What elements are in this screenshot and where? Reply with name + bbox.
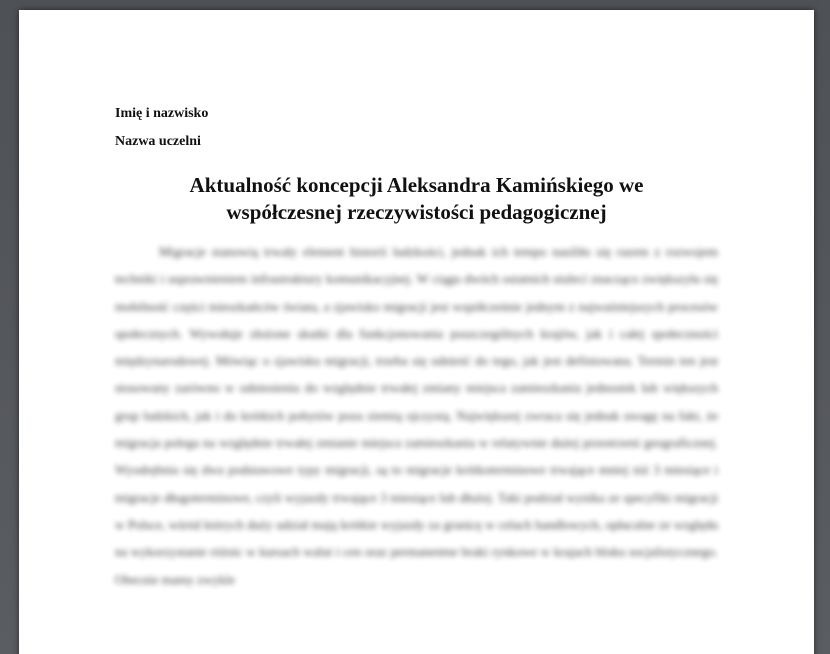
document-title xyxy=(79,172,754,226)
document-page xyxy=(19,10,814,654)
title-line-2: współczesnej rzeczywistości pedagogicznej xyxy=(226,200,607,224)
author-name: Imię i nazwisko xyxy=(115,106,209,121)
university-name: Nazwa uczelni xyxy=(115,134,201,149)
title-line-1: Aktualność koncepcji Aleksandra Kamińskiego we xyxy=(189,173,644,197)
body-paragraph: Migracje stanowią trwały element historii ludzkości, jednak ich tempo nasiliło się razem z rozwojem techniki i usprawnieniem infrastruktury komunikacyjnej. W ciągu dwóch ostatnich stuleci znacząco zwiększyła się mobilność części mieszkańców świata, a zjawisko migracji jest współcześnie jednym z najważniejszych procesów społecznych. Wywołuje złożone skutki dla funkcjonowania poszczególnych krajów, jak i całej społeczności międzynarodowej. Mówiąc o zjawisku migracji, trzeba się odnieść do tego, jak jest definiowana. Termin ten jest stosowany zarówno w odniesieniu do względnie trwałej zmiany miejsca zamieszkania jednostek lub większych grup ludzkich, jak i do krótkich pobytów poza ziemią ojczystą. Największej zwraca się jednak uwagę na fakt, że migracja polega na względnie trwałej zmianie miejsca zamieszkania w relatywnie dużej przestrzeni geograficznej. Wyodrębnia się dwa podstawowe typy migracji, są to migracje krótkoterminowe trwające mniej niż 3 miesiące i migracje długoterminowe, czyli wyjazdy trwające 3 miesiące lub dłużej. Taki podział wynika ze specyfiki migracji w Polsce, wśród których duży udział mają krótkie wyjazdy za granicę w celach handlowych, opłacalne ze względu na wykorzystanie różnic w kursach walut i cen oraz permanentne braki rynkowe w krajach bloku socjalistycznego. Obecnie mamy zwykle xyxy=(115,244,718,587)
